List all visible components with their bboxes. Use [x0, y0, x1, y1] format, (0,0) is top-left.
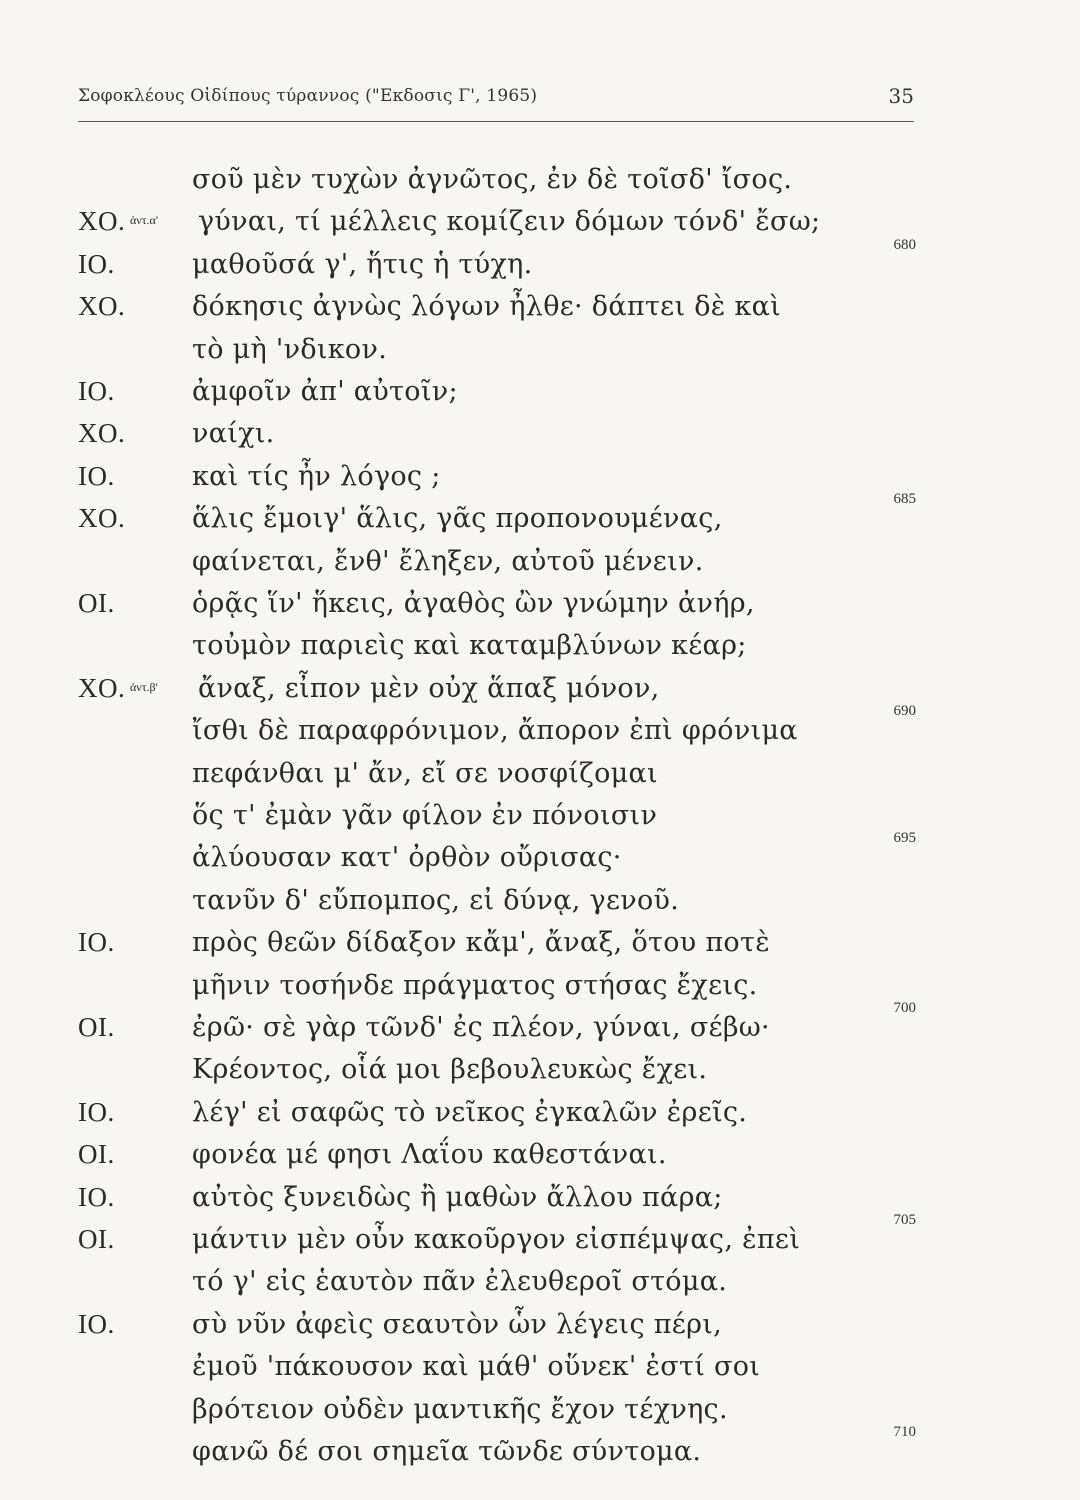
verse-line [0, 885, 1080, 929]
verse-text: φανῶ δέ σοι σημεῖα τῶνδε σύντομα. [192, 1436, 702, 1467]
verse-line [0, 1139, 1080, 1183]
verse-text: τό γ' εἰς ἑαυτὸν πᾶν ἐλευθεροῖ στόμα. [192, 1266, 728, 1298]
verse-line [0, 1182, 1080, 1226]
verse-line [0, 673, 1080, 717]
speaker-label: ΟΙ. [78, 1224, 115, 1254]
verse-text: σοῦ μὲν τυχὼν ἀγνῶτος, ἐν δὲ τοῖσδ' ἴσος. [192, 164, 793, 195]
verse-line [0, 461, 1080, 505]
verse-text: δόκησις ἀγνὼς λόγων ἦλθε· δάπτει δὲ καὶ [192, 291, 782, 323]
verse-line [0, 164, 1080, 208]
verse-text: βρότειον οὐδὲν μαντικῆς ἔχον τέχνης. [192, 1393, 728, 1425]
verse-text: τανῦν δ' εὔπομπος, εἰ δύνᾳ, γενοῦ. [192, 884, 680, 916]
verse-line [0, 1394, 1080, 1438]
verse-text: καὶ τίς ἦν λόγος ; [192, 460, 441, 492]
running-head [78, 86, 914, 116]
line-number: 695 [893, 830, 916, 847]
verse-line [0, 1000, 1080, 1056]
verse-line [0, 1351, 1080, 1395]
verse-text: ἴσθι δὲ παραφρόνιμον, ἄπορον ἐπὶ φρόνιμα [192, 715, 798, 747]
running-title: Σοφοκλέους Οἰδίπους τύραννος ("Εκδοσις Γ', 1965) [78, 86, 538, 106]
speaker-label: ΧΟ. [78, 206, 126, 237]
speaker-label: ΙΟ. [78, 248, 115, 279]
verse-line [0, 1054, 1080, 1098]
line-number: 700 [893, 1000, 916, 1016]
verse-text: φαίνεται, ἔνθ' ἔληξεν, αὐτοῦ μένειν. [192, 545, 704, 577]
verse-text: ἐμοῦ 'πάκουσον καὶ μάθ' οὕνεκ' ἐστί σοι [192, 1351, 761, 1383]
verse-text: ἄναξ, εἶπον μὲν οὐχ ἅπαξ μόνον, [198, 672, 660, 704]
verse-line [0, 1309, 1080, 1353]
speaker-label: ΧΟ. [78, 672, 126, 703]
verse-line [0, 830, 1080, 886]
verse-line [0, 703, 1080, 759]
speaker-label: ΙΟ. [78, 1308, 115, 1339]
line-number: 685 [893, 491, 916, 508]
verse-text: μάντιν μὲν οὖν κακοῦργον εἰσπέμψας, ἐπεὶ [192, 1224, 801, 1255]
verse-line [0, 546, 1080, 590]
verse-line [0, 418, 1080, 462]
speaker-label: ΟΙ. [78, 1139, 115, 1170]
verse-text: αὐτὸς ξυνειδὼς ἢ μαθὼν ἄλλου πάρα; [192, 1181, 723, 1213]
verse-text: μῆνιν τοσήνδε πράγματος στήσας ἔχεις. [192, 969, 758, 1001]
speaker-label: ΙΟ. [78, 1181, 115, 1212]
verse-text: φονέα μέ φησι Λαΐου καθεστάναι. [192, 1139, 667, 1171]
verse-line [0, 376, 1080, 420]
speaker-label: ΟΙ. [78, 588, 115, 618]
header-rule [78, 121, 914, 122]
speaker-label: ΧΟ. [78, 503, 126, 534]
verse-line [0, 491, 1080, 547]
verse-text: ὁρᾷς ἵν' ἥκεις, ἀγαθὸς ὢν γνώμην ἀνήρ, [192, 588, 755, 619]
page-number: 35 [888, 84, 914, 108]
speaker-label: ΙΟ. [78, 376, 115, 406]
verse-text: τὸ μὴ 'νδικον. [192, 333, 388, 365]
line-number: 705 [893, 1212, 916, 1228]
strophe-mark-wrap [128, 206, 158, 237]
verse-line [0, 206, 1080, 250]
verse-line [0, 291, 1080, 335]
verse-text: ἀλύουσαν κατ' ὀρθὸν οὔρισας· [192, 842, 622, 874]
verse-text: ὅς τ' ἐμὰν γᾶν φίλον ἐν πόνοισιν [192, 800, 658, 831]
speaker-label: ΟΙ. [78, 1012, 115, 1042]
verse-text: ἀμφοῖν ἀπ' αὐτοῖν; [192, 376, 458, 407]
speaker-label: ΧΟ. [78, 418, 126, 449]
verse-line [0, 236, 1080, 293]
verse-text: τοὐμὸν παριεὶς καὶ καταμβλύνων κέαρ; [192, 630, 747, 662]
speaker-label: ΙΟ. [78, 927, 115, 958]
verse-text: ἅλις ἔμοιγ' ἅλις, γᾶς προπονουμένας, [192, 503, 723, 535]
verse-line [0, 1212, 1080, 1268]
verse-line [0, 927, 1080, 971]
strophe-mark: ἀντ.β' [130, 679, 158, 694]
verse-line [0, 334, 1080, 378]
verse-line [0, 630, 1080, 674]
verse-text: μαθοῦσά γ', ἥτις ἡ τύχη. [192, 248, 533, 280]
verse-line [0, 1424, 1080, 1480]
verse-line [0, 588, 1080, 632]
speaker-label: ΧΟ. [78, 291, 126, 322]
verse-text: Κρέοντος, οἷά μοι βεβουλευκὼς ἔχει. [192, 1054, 708, 1086]
verse-text: πεφάνθαι μ' ἄν, εἴ σε νοσφίζομαι [192, 757, 658, 789]
verse-text: σὺ νῦν ἀφεὶς σεαυτὸν ὧν λέγεις πέρι, [192, 1308, 723, 1340]
verse-line [0, 800, 1080, 844]
speaker-label: ΙΟ. [78, 460, 115, 491]
verse-text: πρὸς θεῶν δίδαξον κἄμ', ἄναξ, ὅτου ποτὲ [192, 927, 771, 959]
verse-line [0, 758, 1080, 802]
strophe-mark: ἀντ.α' [130, 213, 158, 228]
verse-line [0, 970, 1080, 1014]
strophe-mark-wrap [128, 673, 158, 704]
line-number: 690 [893, 703, 916, 720]
verse-line [0, 1266, 1080, 1310]
line-number: 710 [893, 1424, 916, 1440]
verse-text: ναίχι. [192, 418, 275, 450]
verse-text: γύναι, τί μέλλεις κομίζειν δόμων τόνδ' ἔσω; [198, 206, 821, 238]
line-number: 680 [893, 236, 916, 253]
verse-text: ἐρῶ· σὲ γὰρ τῶνδ' ἐς πλέον, γύναι, σέβω· [192, 1012, 770, 1043]
verse-text: λέγ' εἰ σαφῶς τὸ νεῖκος ἐγκαλῶν ἐρεῖς. [192, 1096, 748, 1128]
speaker-label: ΙΟ. [78, 1096, 115, 1127]
verse-line [0, 1097, 1080, 1141]
